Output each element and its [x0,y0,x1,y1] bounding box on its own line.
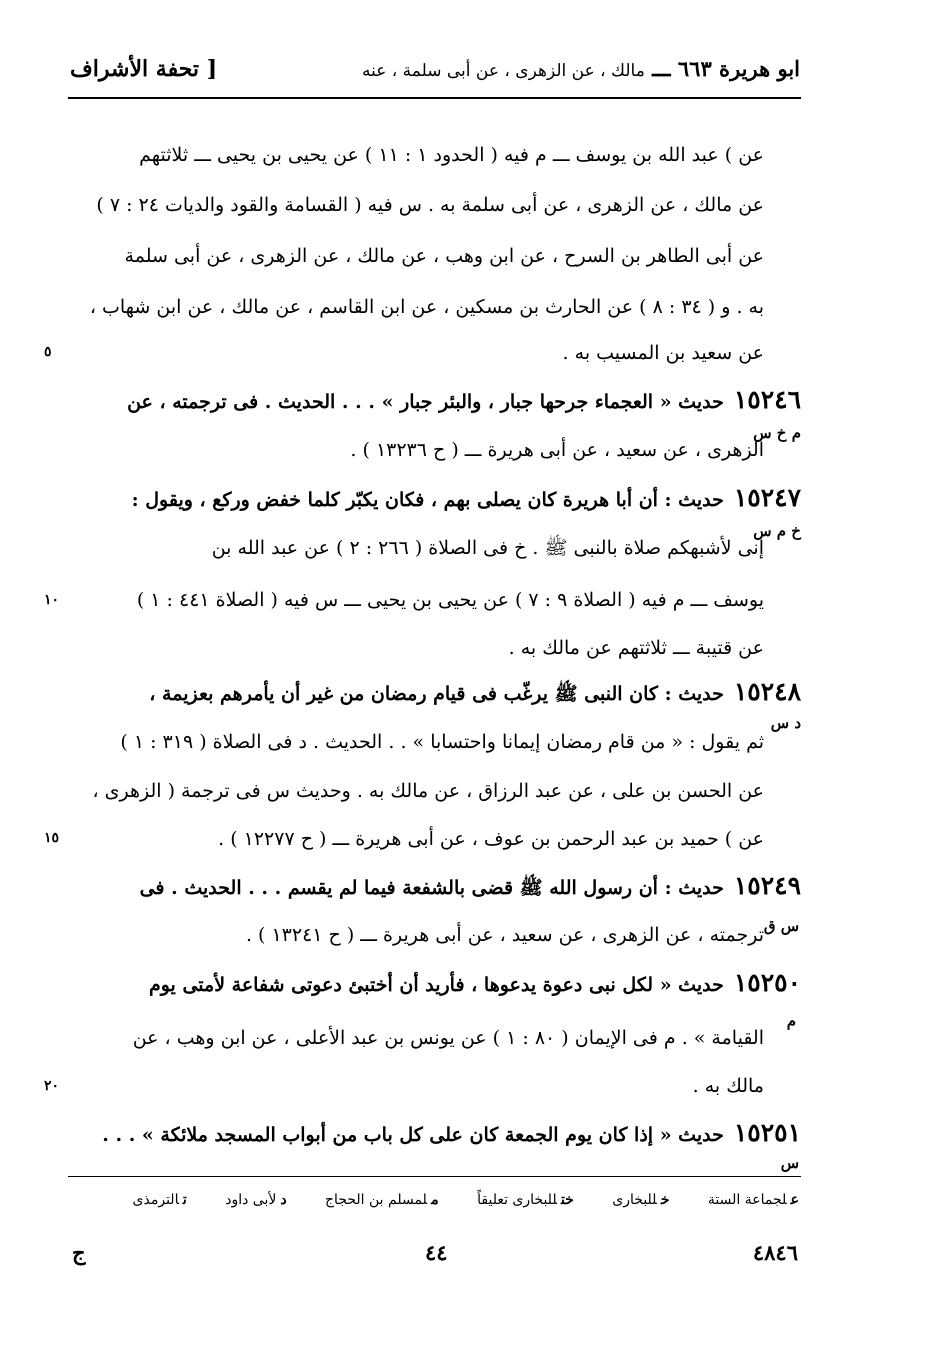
hadith-number: ۱٥۲٤۸ [733,677,801,706]
legend-item: خللبخارى [612,1192,670,1208]
volume-mark: ج [72,1240,86,1265]
hadith-text: حديث : كان النبى ﷺ يرغّب فى قيام رمضان من غير أن يأمرهم بعزيمة ، [149,683,724,705]
text-line: يوسف ـــ م فيه ( الصلاة ۹ : ۷ ) عن يحيى بن يحيى ـــ س فيه ( الصلاة ٤٤۱ : ۱ ) [136,589,764,611]
sigla-legend [99,1192,799,1208]
text-line: القيامة » . م فى الإيمان ( ۸۰ : ۱ ) عن يونس بن عبد الأعلى ، عن ابن وهب ، عن [132,1027,764,1049]
header-chain [362,56,800,81]
hadith-entry-line [102,1118,801,1150]
legend-item: ختللبخارى تعليقاً [477,1192,574,1208]
source-sigla: س ق [763,917,799,935]
hadith-text: حديث « العجماء جرحها جبار ، والبئر جبار » . . . الحديث . فى ترجمته ، عن [127,391,724,413]
hadith-number: ۱٥۲٤۷ [733,483,801,512]
hadith-text: حديث « لكل نبى دعوة يدعوها ، فأريد أن أختبئ دعوتى شفاعة لأمتى يوم [148,974,724,996]
text-line: ثم يقول : « من قام رمضان إيمانا واحتسابا » . . الحديث . د فى الصلاة ( ۳۱۹ : ۱ ) [120,731,764,753]
text-line: عن أبى الطاهر بن السرح ، عن ابن وهب ، عن مالك ، عن الزهرى ، عن أبى سلمة [124,245,764,267]
header-chain-rest: مالك ، عن الزهرى ، عن أبى سلمة ، عنه [361,61,645,81]
hadith-number: ۱٥۲٥۱ [733,1118,801,1147]
text-line: به . و ( ۳٤ : ۸ ) عن الحارث بن مسكين ، عن ابن القاسم ، عن مالك ، عن ابن شهاب ، [89,296,764,318]
hadith-number: ۱٥۲٤۹ [733,871,801,900]
legend-item: دلأبى داود [225,1192,287,1208]
hadith-entry-line [140,871,801,903]
hadith-entry-line [132,483,801,515]
text-line: الزهرى ، عن سعيد ، عن أبى هريرة ـــ ( ح ۱۳۲۳٦ ) . [350,439,764,461]
margin-line-number: ۲۰ [44,1078,60,1094]
hadith-entry-line [149,968,801,1000]
hadith-entry-line [127,385,801,417]
running-header [70,52,800,92]
signature-number: ٤٨٤٦ [752,1240,798,1265]
text-line: عن سعيد بن المسيب به . [562,342,764,364]
text-line: مالك به . [692,1075,764,1097]
text-line: ترجمته ، عن الزهرى ، عن سعيد ، عن أبى هريرة ـــ ( ح ۱۳۲٤۱ ) . [245,924,764,946]
text-line: عن قتيبة ـــ ثلاثتهم عن مالك به . [508,637,764,659]
source-sigla: د س [770,714,801,732]
text-line: إنى لأشبهكم صلاة بالنبى ﷺ . خ فى الصلاة ( ۲٦٦ : ۲ ) عن عبد الله بن [211,537,764,559]
hadith-text: حديث : أن رسول الله ﷺ قضى بالشفعة فيما لم يقسم . . . الحديث . فى [139,877,724,899]
text-line: عن مالك ، عن الزهرى ، عن أبى سلمة به . س فيه ( القسامة والقود والديات ۲٤ : ۷ ) [96,194,764,216]
page-number: ٤٤ [425,1240,448,1265]
header-chain-main: ابو هريرة ٦٦٣ ـــ [652,56,800,81]
hadith-text: حديث : أن أبا هريرة كان يصلى بهم ، فكان يكبّر كلما خفض وركع ، ويقول : [131,489,724,511]
margin-line-number: ٥ [44,344,52,360]
legend-item: تالترمذى [132,1192,187,1208]
legend-item: ملمسلم بن الحجاج [325,1192,439,1208]
text-line: عن الحسن بن على ، عن عبد الرزاق ، عن مالك به . وحديث س فى ترجمة ( الزهرى ، [92,780,764,802]
footnote-rule [68,1176,801,1177]
text-line: عن ) عبد الله بن يوسف ـــ م فيه ( الحدود ۱ : ۱۱ ) عن يحيى بن يحيى ـــ ثلاثتهم [139,144,764,166]
legend-item: علجماعة الستة [707,1192,799,1208]
margin-line-number: ۱۰ [44,592,60,608]
text-line: عن ) حميد بن عبد الرحمن بن عوف ، عن أبى هريرة ـــ ( ح ۱۲۲۷۷ ) . [218,828,764,850]
header-book-title: [ تحفة الأشراف [70,56,218,82]
hadith-text: حديث « إذا كان يوم الجمعة كان على كل باب من أبواب المسجد ملائكة » . . . [102,1124,724,1146]
hadith-number: ۱٥۲٤٦ [733,385,801,414]
hadith-entry-line [149,677,801,709]
source-sigla: م خ س [753,424,801,442]
margin-line-number: ۱٥ [44,830,60,846]
source-sigla: خ م س [753,522,801,540]
source-sigla: س [780,1154,799,1172]
header-rule [68,97,801,99]
source-sigla: م [786,1012,796,1030]
hadith-number: ۱٥۲٥۰ [733,968,801,997]
